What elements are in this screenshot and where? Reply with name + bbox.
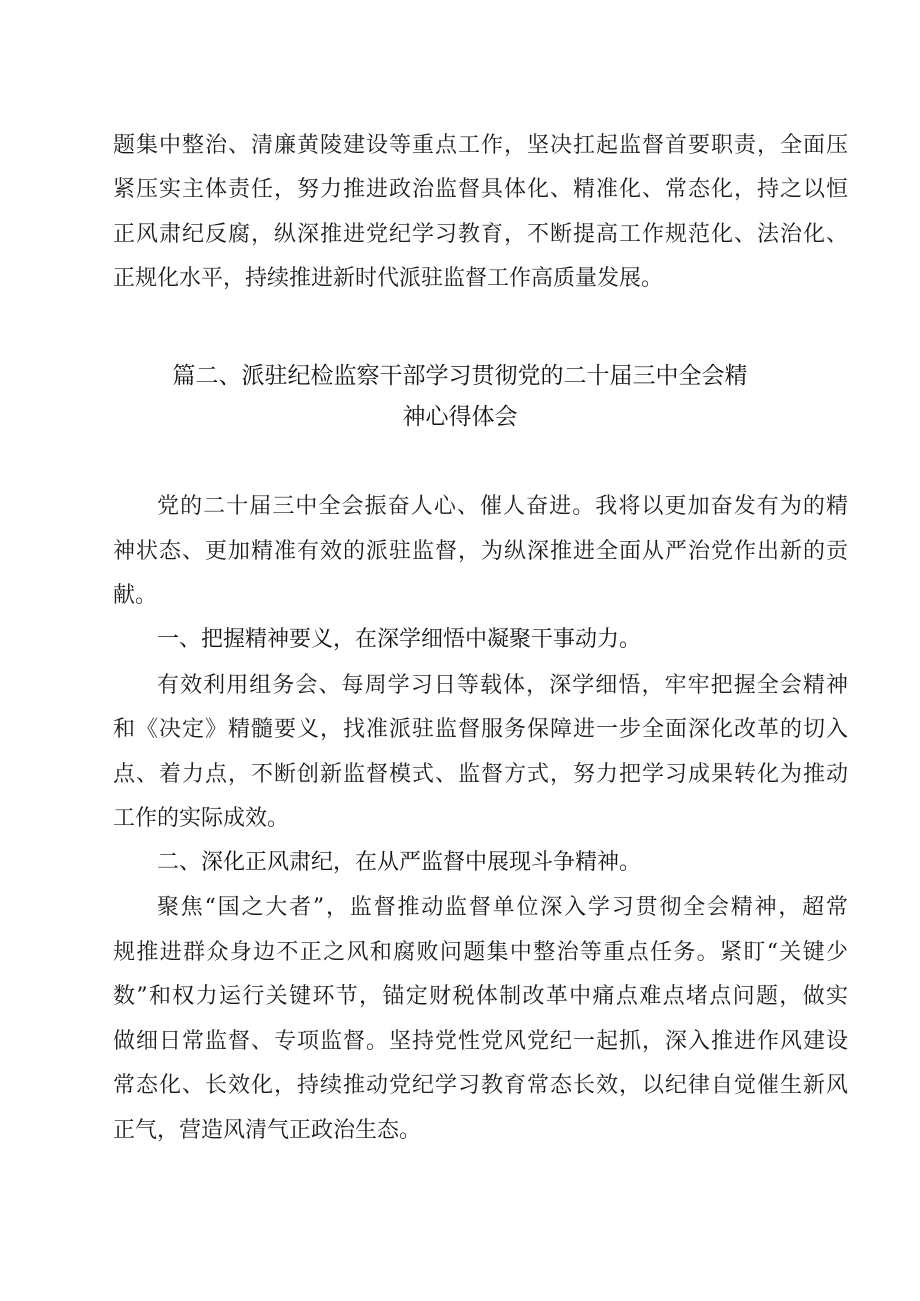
paragraph-line: 题集中整治、清廉黄陵建设等重点工作，坚决扛起监督首要职责，全面压 — [113, 133, 848, 158]
paragraph-line: 正风肃纪反腐，纵深推进党纪学习教育，不断提高工作规范化、法治化、 — [113, 222, 848, 247]
paragraph-line: 规推进群众身边不正之风和腐败问题集中整治等重点任务。紧盯“关键少 — [113, 940, 848, 965]
paragraph-line: 点、着力点，不断创新监督模式、监督方式，努力把学习成果转化为推动 — [113, 762, 848, 787]
section-2-heading: 二、深化正风肃纪，在从严监督中展现斗争精神。 — [157, 850, 642, 875]
paragraph-line: 正气，营造风清气正政治生态。 — [113, 1118, 422, 1143]
article-title-line-1: 篇二、派驻纪检监察干部学习贯彻党的二十届三中全会精 — [172, 363, 748, 389]
article-title-line-2: 神心得体会 — [402, 404, 518, 430]
paragraph-line: 紧压实主体责任，努力推进政治监督具体化、精准化、常态化，持之以恒 — [113, 177, 848, 202]
paragraph-line: 数”和权力运行关键环节，锚定财税体制改革中痛点难点堵点问题，做实 — [113, 984, 848, 1009]
paragraph-line: 正规化水平，持续推进新时代派驻监督工作高质量发展。 — [113, 266, 664, 291]
paragraph-line: 神状态、更加精准有效的派驻监督，为纵深推进全面从严治党作出新的贡 — [113, 539, 848, 564]
paragraph-line: 党的二十届三中全会振奋人心、催人奋进。我将以更加奋发有为的精 — [157, 494, 848, 519]
paragraph-line: 有效利用组务会、每周学习日等载体，深学细悟，牢牢把握全会精神 — [157, 673, 848, 698]
paragraph-line: 做细日常监督、专项监督。坚持党性党风党纪一起抓，深入推进作风建设 — [113, 1029, 848, 1054]
paragraph-line: 工作的实际成效。 — [113, 806, 290, 831]
paragraph-line: 聚焦“国之大者”，监督推动监督单位深入学习贯彻全会精神，超常 — [157, 895, 848, 920]
paragraph-line: 常态化、长效化，持续推动党纪学习教育常态长效，以纪律自觉催生新风 — [113, 1073, 848, 1098]
paragraph-line: 献。 — [113, 583, 158, 608]
paragraph-line: 和《决定》精髓要义，找准派驻监督服务保障进一步全面深化改革的切入 — [113, 717, 848, 742]
section-1-heading: 一、把握精神要义，在深学细悟中凝聚干事动力。 — [157, 627, 642, 652]
